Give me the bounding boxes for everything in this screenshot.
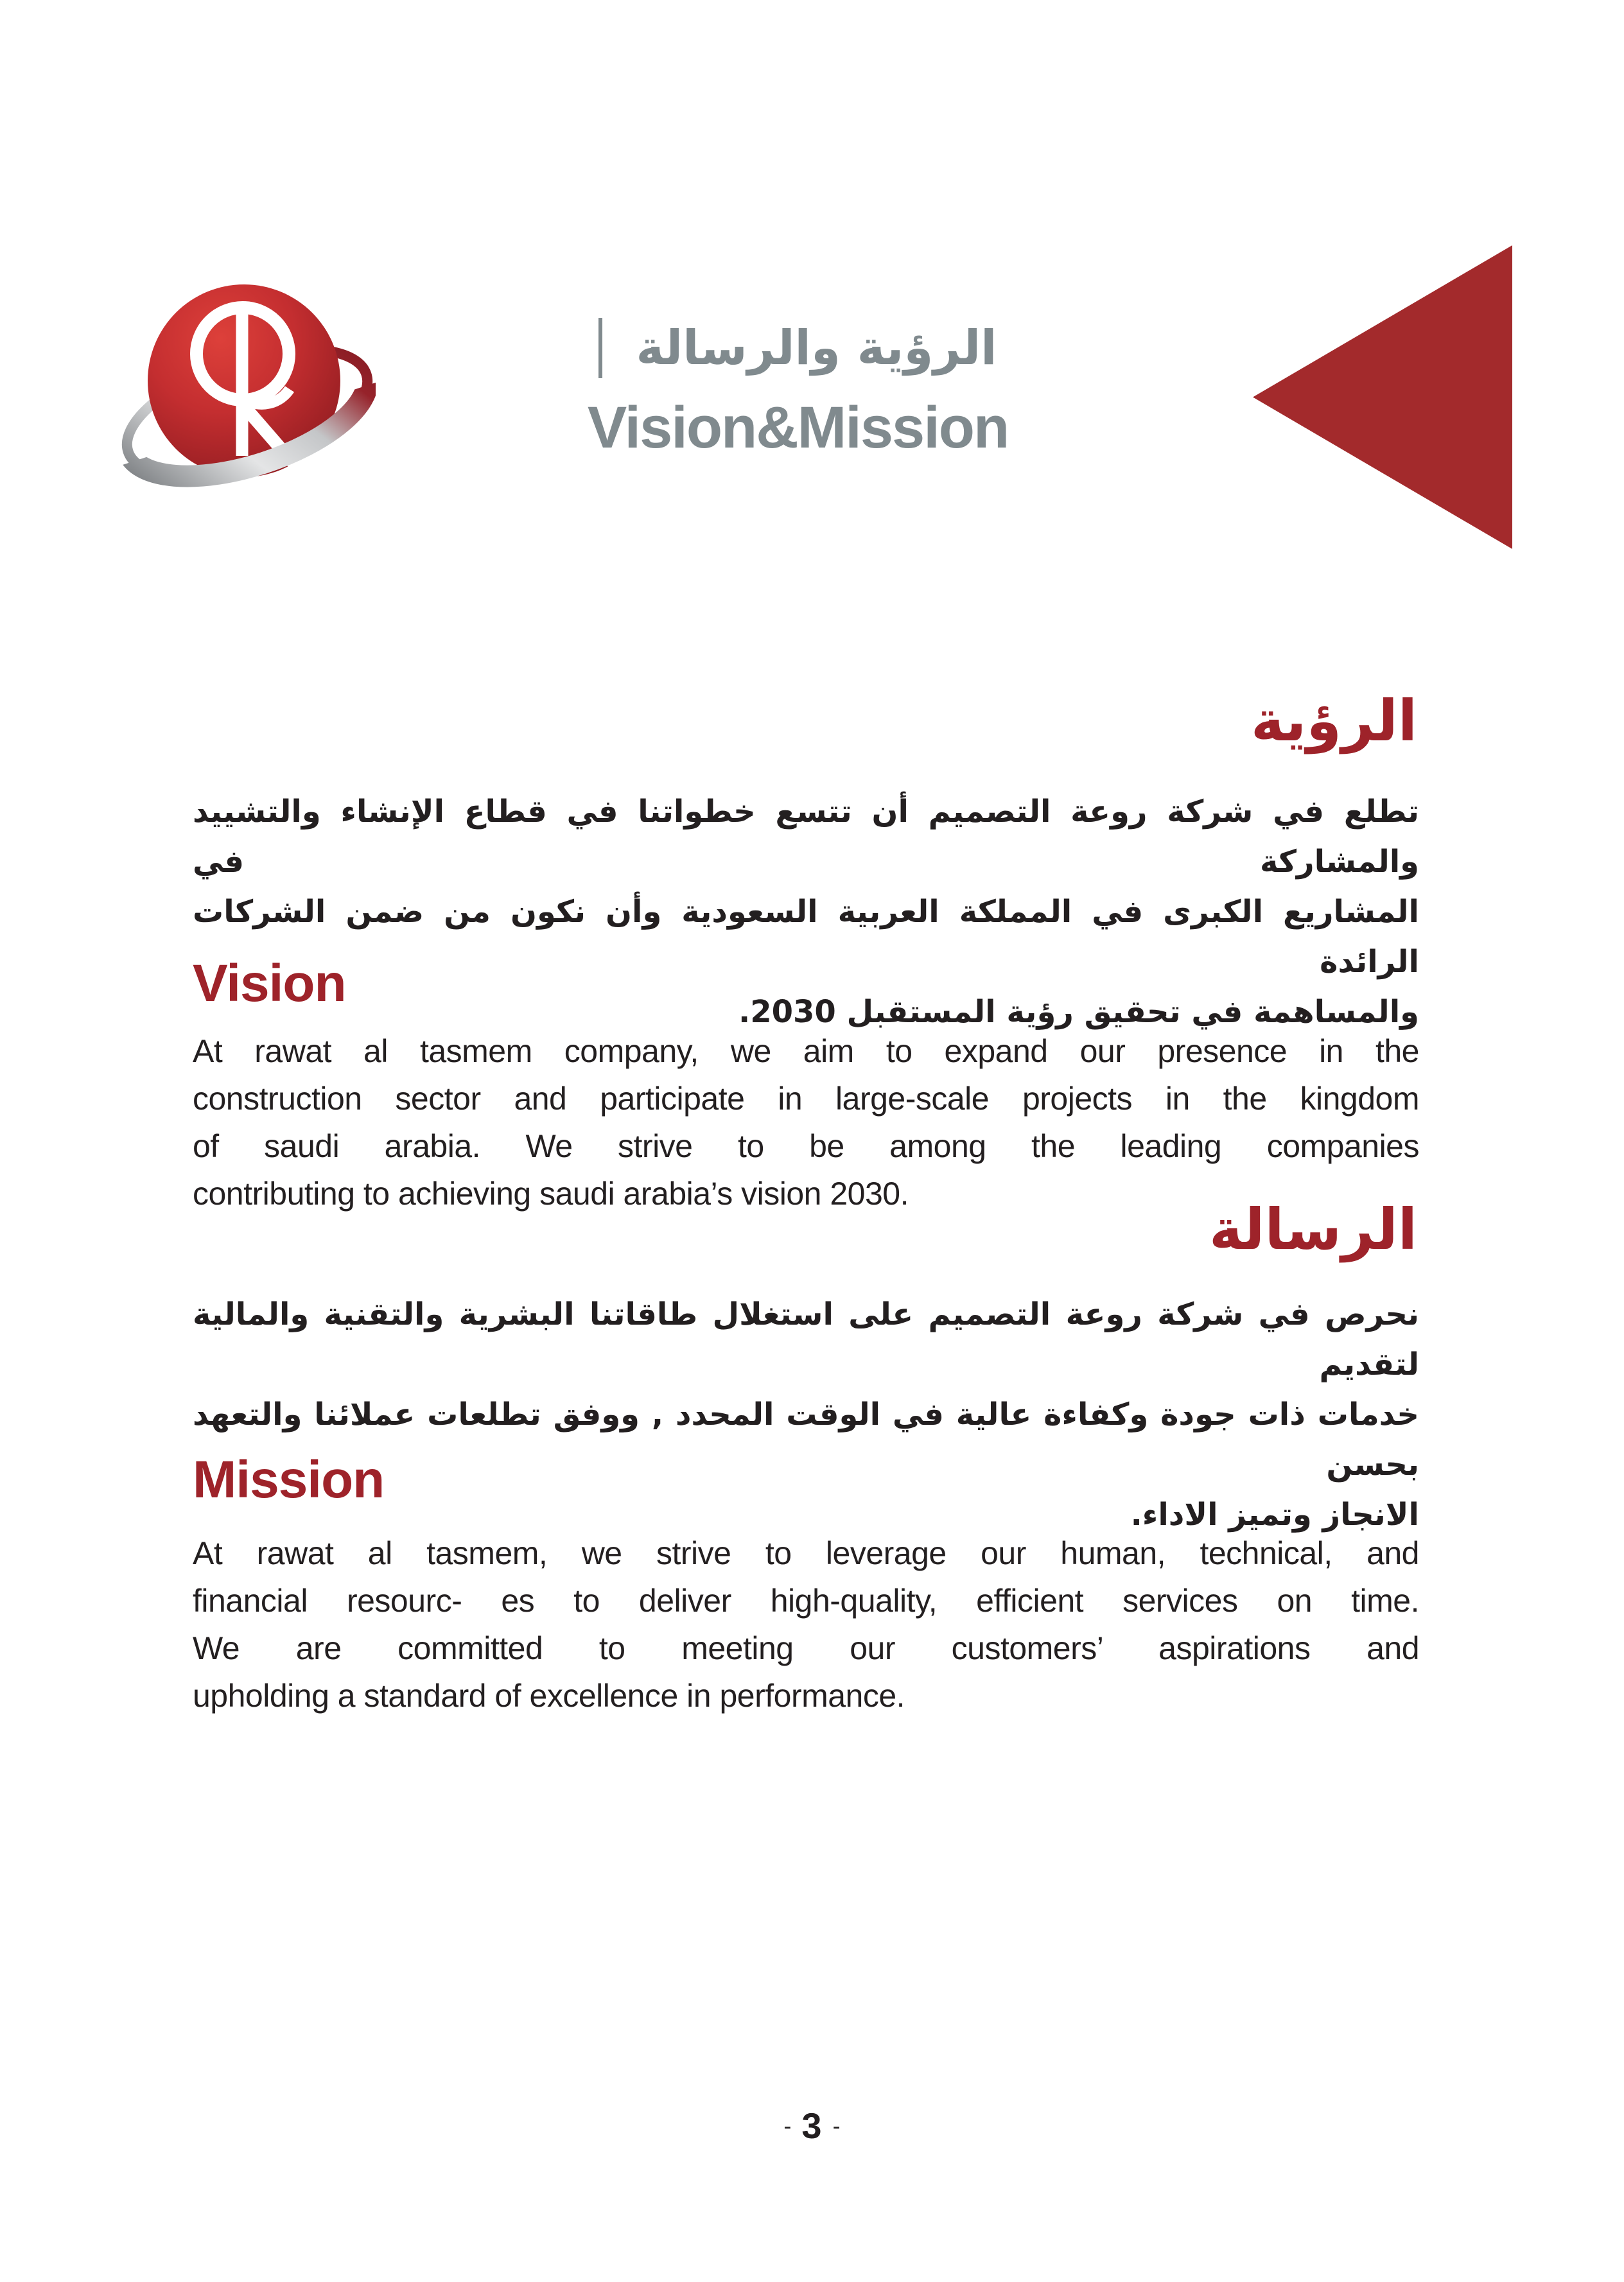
page-number [0, 2105, 1624, 2147]
vision-en-line: construction sector and participate in large-scale projects in the kingdom [193, 1081, 1419, 1117]
vision-en-line: contributing to achieving saudi arabia’s vision 2030. [193, 1176, 909, 1212]
mission-en-line: financial resourc- es to deliver high-quality, efficient services on time. [193, 1583, 1419, 1619]
mission-en-line: At rawat al tasmem, we strive to leverage our human, technical, and [193, 1535, 1419, 1571]
page-title-block [507, 316, 1088, 461]
vision-paragraph-english [193, 1027, 1419, 1217]
vision-paragraph-arabic [193, 787, 1419, 1037]
page-number-dash-right: - [832, 2112, 841, 2139]
vision-en-line: At rawat al tasmem company, we aim to expand our presence in the [193, 1033, 1419, 1069]
page-title-english: Vision&Mission [587, 395, 1009, 460]
mission-ar-line: نحرص في شركة روعة التصميم على استغلال طاقاتنا البشرية والتقنية والمالية لتقديم [193, 1296, 1419, 1382]
vision-ar-line: المشاريع الكبرى في المملكة العربية السعودية وأن نكون من ضمن الشركات الرائدة [193, 894, 1419, 980]
vision-ar-line: تطلع في شركة روعة التصميم أن تتسع خطواتنا في قطاع الإنشاء والتشييد والمشاركة في [193, 794, 1419, 880]
page-number-value: 3 [801, 2105, 823, 2146]
title-separator-bar [598, 318, 602, 378]
vision-heading-english: Vision [193, 954, 346, 1013]
company-logo [119, 262, 376, 519]
mission-paragraph-english [193, 1529, 1419, 1720]
mission-ar-line: الانجاز وتميز الاداء. [1130, 1497, 1419, 1533]
arabic-title-row [598, 316, 997, 380]
mission-heading-arabic: الرسالة [1209, 1196, 1417, 1262]
mission-en-line: upholding a standard of excellence in performance. [193, 1678, 905, 1714]
mission-ar-line: خدمات ذات جودة وكفاءة عالية في الوقت المحدد , ووفق تطلعات عملائنا والتعهد بحسن [193, 1397, 1419, 1483]
mission-en-line: We are committed to meeting our customers’ aspirations and [193, 1630, 1419, 1666]
mission-heading-english: Mission [193, 1450, 385, 1509]
vision-ar-line: والمساهمة في تحقيق رؤية المستقبل 2030. [738, 994, 1419, 1030]
globe-swoosh-logo-icon [119, 262, 376, 519]
vision-en-line: of saudi arabia. We strive to be among the leading companies [193, 1128, 1419, 1164]
vision-heading-arabic: الرؤية [1250, 688, 1417, 754]
left-triangle-icon [1253, 245, 1512, 549]
page-title-arabic: الرؤية والرسالة [636, 320, 997, 376]
page-number-dash-left: - [783, 2112, 792, 2139]
